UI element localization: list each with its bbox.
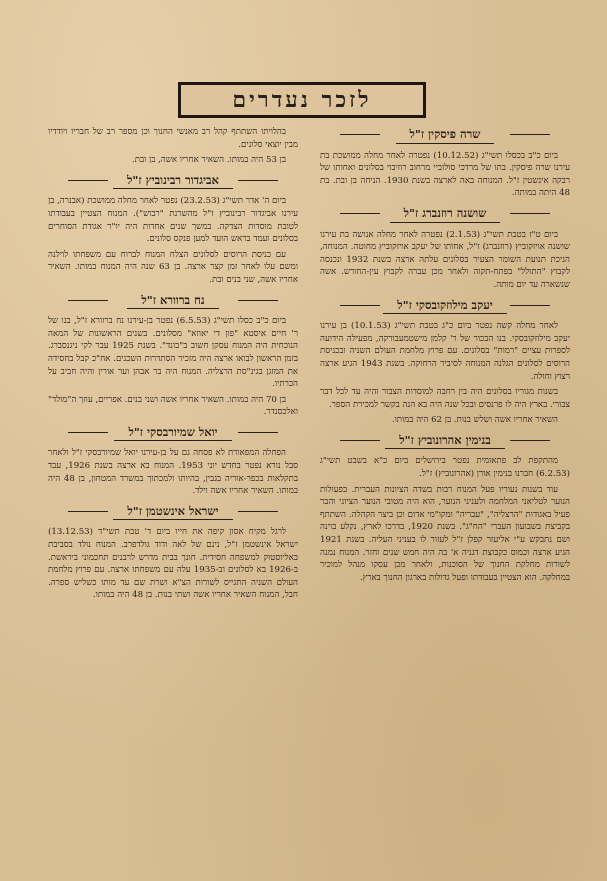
right-column xyxy=(320,126,570,591)
obituary-title-text: בנימין אהרונוביץ ז"ל xyxy=(385,434,504,450)
obituary-paragraph: ביום ה' אדר תשי"ג (23.2.53) נפטר לאחר מחלה ממושכת (אבנרה, בן עירנו אביגדור רבינוביץ ז"ל מהשרנת "רבוש"). המנוח הצטיין בעבודתו לטובת מוסדות הצדקה. במשך שנים אחדות היה יו"ר אגודת הסוחרים בסלונים ועמד בראש הועד למען פנקס סלונים. xyxy=(48,196,298,245)
obituary-paragraph: ביום כ"ב בכסלו תשי"ג (10.12.52) נפטרה לאחר מחלה ממושכת בת עירנו שרה פיסקין. בתו של מרדכי סולוביי מרחוב רוזיבוי בסלונים ואחותו של רבקה אינשטין ז"ל. המנוחה באה לארצה בשנת 1930. הניחה בן ובת. בת 48 היתה במותה. xyxy=(320,150,570,199)
obituary-paragraph: ביום כ"ב כסלו תשי"ג (6.5.53) נפטר בן-עירנו נח ברוורא ז"ל, בנו של ר' חיים איסטא "פון די יאוזא" מסלונים. בשנים הראשונות של המאה הנוכחית היה המנוח עסקן חשוב ב"בונד". בשנת 1925 עבר לקי ניגנסברג. בזמן הראשון לבואו ארצה היה מזכיר הסתדרות השכנים. אח"כ קבל בחסידה את המזגן בגינ"סת הרצליה. המנוח היה בר אבהן וער אורין והיה חביב על הכרתיו. xyxy=(48,316,298,390)
obituary-paragraph: בן 53 היה במותו. השאיר אחריו אשה, בן ובת. xyxy=(131,155,286,166)
obituary-paragraph: ביום ט"ז בטבת תשי"ג (2.1.53) נפטרה לאחר מחלה אנושה בת עירנו שושנה אויזקוביץ (רוזנברג) ז"ל, אחותו של יעקב אויזקוביץ מחוטה. המנוחה, הניכת תנועת השומר הצעיר בסלונים עלתה ארצה בשנת 1932 ונכנסה לקבוץ "התולל" בפתח-תקוה ולאחר מכן עברה לקבוץ עין-החורש. אשה שנשארה עד יום מותה. xyxy=(320,229,570,290)
obituary-title xyxy=(48,174,298,190)
obituary-paragraph: הפחלה המפאורת לא פסחה גם על בן-עירנו יואל שמיורבסקי ז"ל ולאחר סבל נורא נפטר בחדש יוני 1953. המנוח בא ארצה בשנת 1926, עבד בתקלאות בכפר-אוריה בגבין, בהיותו ולמכתוך במשרד המטחון, בן 48 היה במותו. השאיר אחריו אשה וילד. xyxy=(48,448,298,497)
obituary-title xyxy=(320,207,570,223)
obituary-title xyxy=(48,426,298,442)
obituary-section xyxy=(320,299,570,427)
obituary-title-text: שושנה רוזנברג ז"ל xyxy=(390,207,501,223)
obituary-paragraph: לאחר מחלה קשה נפטר ביום כ"ג בטבת תשי"ג (10.1.53) בן עירנו יעקב מילוזקובסקי. בנו הבכור של ר' קלמן מישטמעבורקה, מפעילה הידועה לספרות עציים "רמות" בסלונים. עם פרוץ מלחמת העולם השניה ובכניסת הרוסים לסלונים הגלנה המנוחה לסיביר הרחוקה. בשנת 1943 הגיע ארצה רצוץ וחולה. xyxy=(320,321,570,382)
obituary-title xyxy=(48,294,298,310)
obituary-paragraph: בן 70 היה במותו. השאיר אחריו אשה ושני בנים. אפריים, עוזך ה"מולד" ואלכסנדר. xyxy=(48,394,298,418)
obituary-title xyxy=(320,434,570,450)
obituary-title-text: שרה פיסקין ז"ל xyxy=(396,128,495,144)
left-column xyxy=(48,126,298,609)
obituary-paragraph: השאיר אחריו אשה ושלש בנות. בן 62 היה במותו. xyxy=(391,415,558,426)
obituary-paragraph: מהתקפת לב פתאומית נפטר בירושלים ביום כ"א בשבט תשי"ג (6.2.53) חברנו בנימין אורן (אהרונוביץ) ז"ל. xyxy=(320,456,570,480)
obituary-title xyxy=(48,505,298,521)
obituary-paragraph: לרגל מקיח אסון קיפה את חייו ביום ד' טבת תשי"ד (13.12.53) ישראל אינשטמן ז"ל, נינם של לאה ודוד גולדפרב. המנוח נולד בסביבת באליוסטוק למשפחה חסידית. חונך בבית מדרש לרבנים תחכמוני ביראשת. ב-1926 בא לסלונים וב-1935 עלה עם משפחתו ארצה. עם פרוץ מלחמת העולם השניה התגייס לשורות הצ"א ושרת שם עד מותו כשליש ספרה. חבל, המנוח השאיר אחריו אשה ושתי בנות. בן 48 היה במותו. xyxy=(48,527,298,601)
obituary-section xyxy=(48,126,298,167)
obituary-paragraph: עם כניסת הרוסים לסלונים הצלח המנוח לברוח עם משפחתו לוילנה ומשם עלו לאחר זמן קצר ארצה. בן 63 שנה היה המנוח במותו. השאיר אחריו אשה, שני בנים ובת. xyxy=(48,249,298,285)
obituary-section xyxy=(320,128,570,200)
obituary-title-text: נח ברוורא ז"ל xyxy=(127,294,218,310)
page-headline: לזכר נעדרים xyxy=(178,82,426,118)
obituary-paragraph: עוד בשנות נעוריו פעל המנוח רבות בשדה הציונות העברית. בפעולות הנוער לטליאני המלחמה ולעניני הנוער, הוא היה מטובי הנוער הציוני והבר פעיל באגודות "הרצליה", "עבריה" ומקו"מי אדום וכן ביצר הקהלה. השתתף בקביצת בשבועון העברי "הח"ג". בשנת 1920, בדרכו לארץ, נקלע בוינה ושם נתבקש ע"י אליעזר קפלן ז"ל לעזור לו בעניני העליה. בשנת 1921 הגיע ארצה וכמוס כקבוצת דגניה א' בה היה חמש שנים וחזר. המנוח נמנה לשורות מחלקת החנוך של הסוכנות, ולאחר מכן עסקו מנהל למוכיר במחלקה. הוא הצטיין בעבודתו ופעל גדולות בארגון החנוך בארץ. xyxy=(320,484,570,583)
obituary-title-text: יואל שמיורבסקי ז"ל xyxy=(114,426,231,442)
obituary-title xyxy=(320,128,570,144)
obituary-section xyxy=(48,294,298,419)
obituary-title-text: אביגדור רבינוביץ ז"ל xyxy=(113,174,233,190)
obituary-section xyxy=(48,426,298,498)
obituary-section xyxy=(48,174,298,287)
obituary-title-text: ישראל אינשטמן ז"ל xyxy=(113,505,232,521)
obituary-section xyxy=(320,434,570,585)
obituary-paragraph: בשנות מגוריו בסלונים היה בין רחבה למוסדות הצבור והיה עד לכל דבר צבורי. בארץ היה לו פרנסים ובכל שנה היה בא הנה בקשר למכירת הספר. xyxy=(320,387,570,410)
obituary-section xyxy=(320,207,570,292)
obituary-section xyxy=(48,505,298,602)
obituary-title xyxy=(320,299,570,315)
obituary-title-text: יעקב מילוזקובסקי ז"ל xyxy=(383,299,507,315)
obituary-paragraph: בהלויתו השתתף קהל רב מאנשי החנוך וכן מספר רב של חבריו ויודדיו מבין יוצאי סלונים. xyxy=(48,127,298,150)
